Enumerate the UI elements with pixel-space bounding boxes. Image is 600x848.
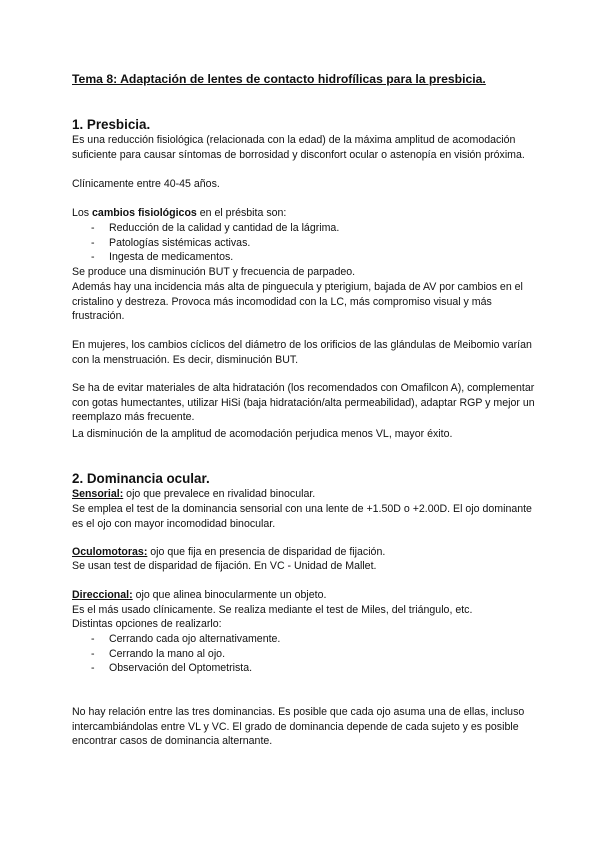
physiological-changes-list bbox=[72, 221, 542, 265]
paragraph-age: Clínicamente entre 40-45 años. bbox=[72, 178, 220, 190]
oculomotoras-def-text: ojo que fija en presencia de disparidad de fijación. bbox=[147, 546, 386, 558]
paragraph-definition: Es una reducción fisiológica (relacionada con la edad) de la máxima amplitud de acomodación suficiente para causar síntomas de borrosidad y disconfort ocular o astenopía en visión próxima. bbox=[72, 134, 525, 161]
paragraph-amplitude: La disminución de la amplitud de acomodación perjudica menos VL, mayor éxito. bbox=[72, 428, 453, 440]
list-item: - Observación del Optometrista. bbox=[72, 661, 542, 676]
paragraph-sensorial-def bbox=[72, 487, 542, 502]
paragraph-women: En mujeres, los cambios cíclicos del diámetro de los orificios de las glándulas de Meibomio varían con la menstruación. Es decir, disminución BUT. bbox=[72, 339, 532, 366]
direccional-options-list bbox=[72, 632, 542, 676]
list-item: - Cerrando cada ojo alternativamente. bbox=[72, 632, 542, 647]
paragraph-materials: Se ha de evitar materiales de alta hidratación (los recomendados con Omafilcon A), complementar con gotas humectantes, utilizar HiSi (baja hidratación/alta permeabilidad), adaptar RGP y mejor un reemplazo más frecuente. bbox=[72, 382, 535, 424]
list-item: - Cerrando la mano al ojo. bbox=[72, 647, 542, 662]
changes-post-text: en el présbita son: bbox=[196, 207, 287, 219]
sensorial-label: Sensorial: bbox=[72, 488, 124, 500]
direccional-label: Direccional: bbox=[72, 589, 133, 601]
section-heading-dominancia: 2. Dominancia ocular. bbox=[72, 471, 210, 486]
list-item: - Patologías sistémicas activas. bbox=[72, 236, 542, 251]
changes-bold-text: cambios fisiológicos bbox=[92, 207, 197, 219]
paragraph-oculomotoras: Se usan test de disparidad de fijación. En VC - Unidad de Mallet. bbox=[72, 560, 377, 572]
paragraph-direccional-1: Es el más usado clínicamente. Se realiza mediante el test de Miles, del triángulo, etc. bbox=[72, 604, 473, 616]
paragraph-conclusion: No hay relación entre las tres dominancias. Es posible que cada ojo asuma una de ellas, incluso intercambiándolas entre VL y VC. El grado de dominancia depende de cada sujeto y es posible encontrar casos de dominancia alternante. bbox=[72, 706, 525, 748]
changes-pre-text: Los bbox=[72, 207, 93, 219]
list-item: - Ingesta de medicamentos. bbox=[72, 250, 542, 265]
section-heading-presbicia: 1. Presbicia. bbox=[72, 117, 151, 132]
paragraph-but: Se produce una disminución BUT y frecuencia de parpadeo. bbox=[72, 266, 356, 278]
paragraph-direccional-2: Distintas opciones de realizarlo: bbox=[72, 618, 222, 630]
paragraph-sensorial: Se emplea el test de la dominancia sensorial con una lente de +1.50D o +2.00D. El ojo dominante es el ojo con mayor incomodidad binocular. bbox=[72, 503, 532, 530]
document-title: Tema 8: Adaptación de lentes de contacto hidrofílicas para la presbicia. bbox=[72, 72, 486, 86]
oculomotoras-label: Oculomotoras: bbox=[72, 546, 148, 558]
paragraph-oculomotoras-def bbox=[72, 545, 542, 560]
paragraph-incidence: Además hay una incidencia más alta de pinguecula y pterigium, bajada de AV por cambios en el cristalino y destreza. Provoca más incomodidad con la LC, más compromiso visual y más frustración. bbox=[72, 281, 523, 323]
list-item: - Reducción de la calidad y cantidad de la lágrima. bbox=[72, 221, 542, 236]
paragraph-direccional-def bbox=[72, 588, 542, 603]
paragraph-changes-intro bbox=[72, 206, 542, 221]
direccional-def-text: ojo que alinea binocularmente un objeto. bbox=[132, 589, 327, 601]
sensorial-def-text: ojo que prevalece en rivalidad binocular. bbox=[123, 488, 316, 500]
